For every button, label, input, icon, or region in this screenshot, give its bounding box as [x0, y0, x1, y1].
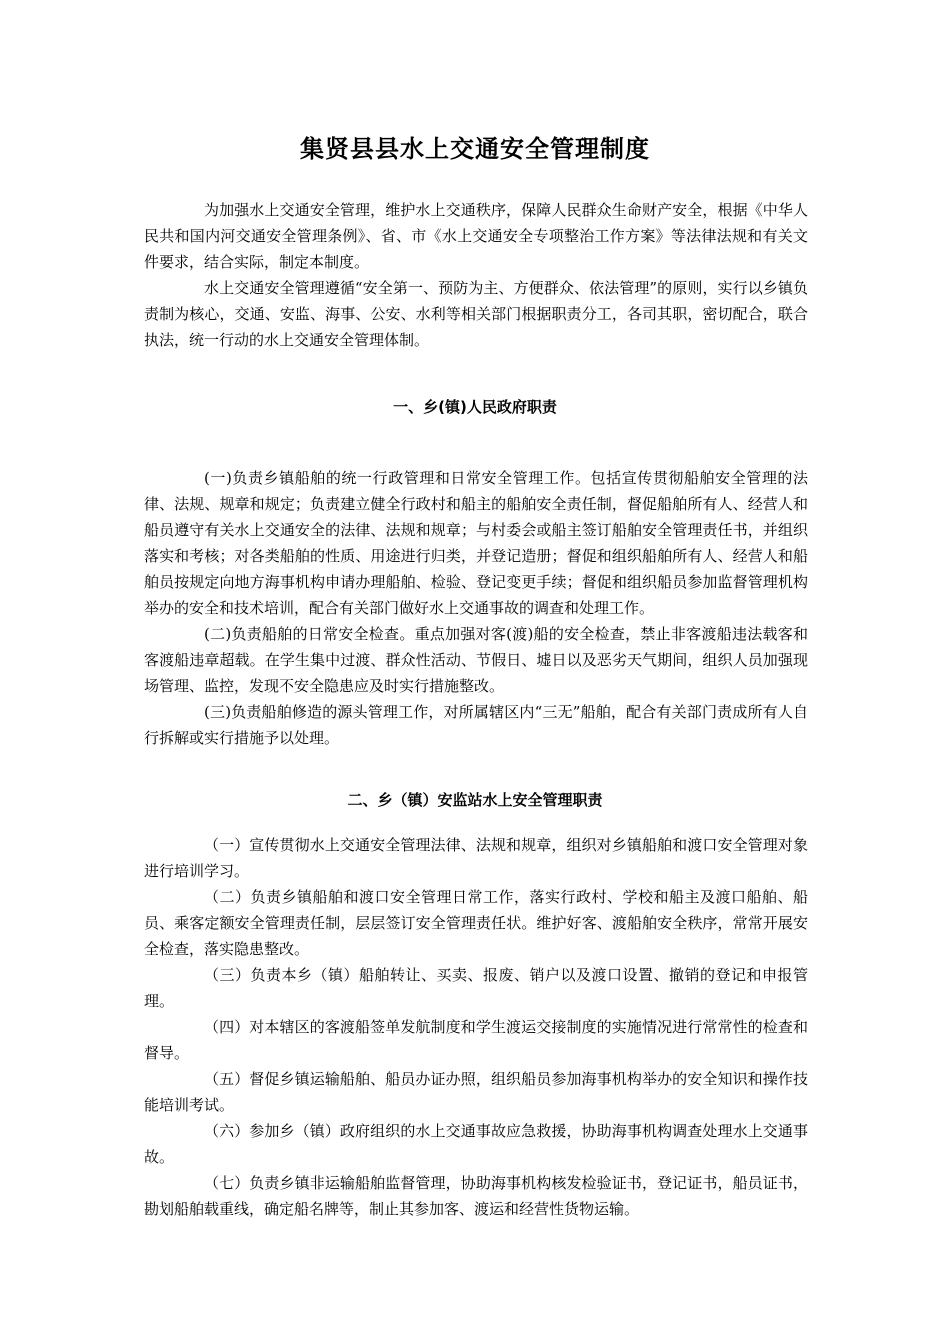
- section-heading-safety-station: 二、乡（镇）安监站水上安全管理职责: [347, 791, 603, 809]
- section-heading-township-government: 一、乡(镇)人民政府职责: [393, 398, 557, 416]
- section-paragraph: （六）参加乡（镇）政府组织的水上交通事故应急救援，协助海事机构调查处理水上交通事故。: [144, 1122, 808, 1166]
- section-paragraph: (二)负责船舶的日常安全检查。重点加强对客(渡)船的安全检查，禁止非客渡船违法载客和客渡船违章超载。在学生集中过渡、群众性活动、节假日、墟日以及恶劣天气期间，组织人员加强现场管理、监控，发现不安全隐患应及时实行措施整改。: [144, 625, 808, 695]
- section-body-safety-station: [144, 832, 808, 1222]
- section-paragraph: (三)负责船舶修造的源头管理工作，对所属辖区内“三无”船舶，配合有关部门责成所有人自行拆解或实行措施予以处理。: [144, 703, 808, 747]
- section-paragraph: （三）负责本乡（镇）船舶转让、买卖、报废、销户以及渡口设置、撤销的登记和申报管理。: [144, 966, 808, 1010]
- section-paragraph: （四）对本辖区的客渡船签单发航制度和学生渡运交接制度的实施情况进行常常性的检查和督导。: [144, 1018, 808, 1062]
- intro-paragraph: 为加强水上交通安全管理，维护水上交通秩序，保障人民群众生命财产安全，根据《中华人民共和国内河交通安全管理条例》、省、市《水上交通安全专项整治工作方案》等法律法规和有关文件要求，结合实际，制定本制度。: [144, 201, 808, 271]
- section-paragraph: （五）督促乡镇运输船舶、船员办证办照，组织船员参加海事机构举办的安全知识和操作技能培训考试。: [144, 1070, 808, 1114]
- section-paragraph: (一)负责乡镇船舶的统一行政管理和日常安全管理工作。包括宣传贯彻船舶安全管理的法律、法规、规章和规定；负责建立健全行政村和船主的船舶安全责任制，督促船舶所有人、经营人和船员遵守有关水上交通安全的法律、法规和规章；与村委会或船主签订船舶安全管理责任书，并组织落实和考核；对各类船舶的性质、用途进行归类，并登记造册；督促和组织船舶所有人、经营人和船舶员按规定向地方海事机构申请办理船舶、检验、登记变更手续；督促和组织船员参加监督管理机构举办的安全和技术培训，配合有关部门做好水上交通事故的调查和处理工作。: [144, 469, 808, 617]
- section-paragraph: （七）负责乡镇非运输船舶监督管理，协助海事机构核发检验证书，登记证书，船员证书，勘划船舶载重线，确定船名牌等，制止其参加客、渡运和经营性货物运输。: [144, 1174, 808, 1218]
- document-title: 集贤县县水上交通安全管理制度: [300, 135, 650, 163]
- intro-block: [144, 197, 808, 353]
- section-body-township-government: [144, 465, 808, 751]
- section-paragraph: （二）负责乡镇船舶和渡口安全管理日常工作，落实行政村、学校和船主及渡口船舶、船员、乘客定额安全管理责任制，层层签订安全管理责任状。维护好客、渡船舶安全秩序，常常开展安全检查，落实隐患整改。: [144, 888, 808, 958]
- intro-paragraph: 水上交通安全管理遵循“安全第一、预防为主、方便群众、依法管理”的原则，实行以乡镇负责制为核心，交通、安监、海事、公安、水利等相关部门根据职责分工，各司其职，密切配合，联合执法，统一行动的水上交通安全管理体制。: [144, 279, 808, 349]
- section-paragraph: （一）宣传贯彻水上交通安全管理法律、法规和规章，组织对乡镇船舶和渡口安全管理对象进行培训学习。: [144, 836, 808, 880]
